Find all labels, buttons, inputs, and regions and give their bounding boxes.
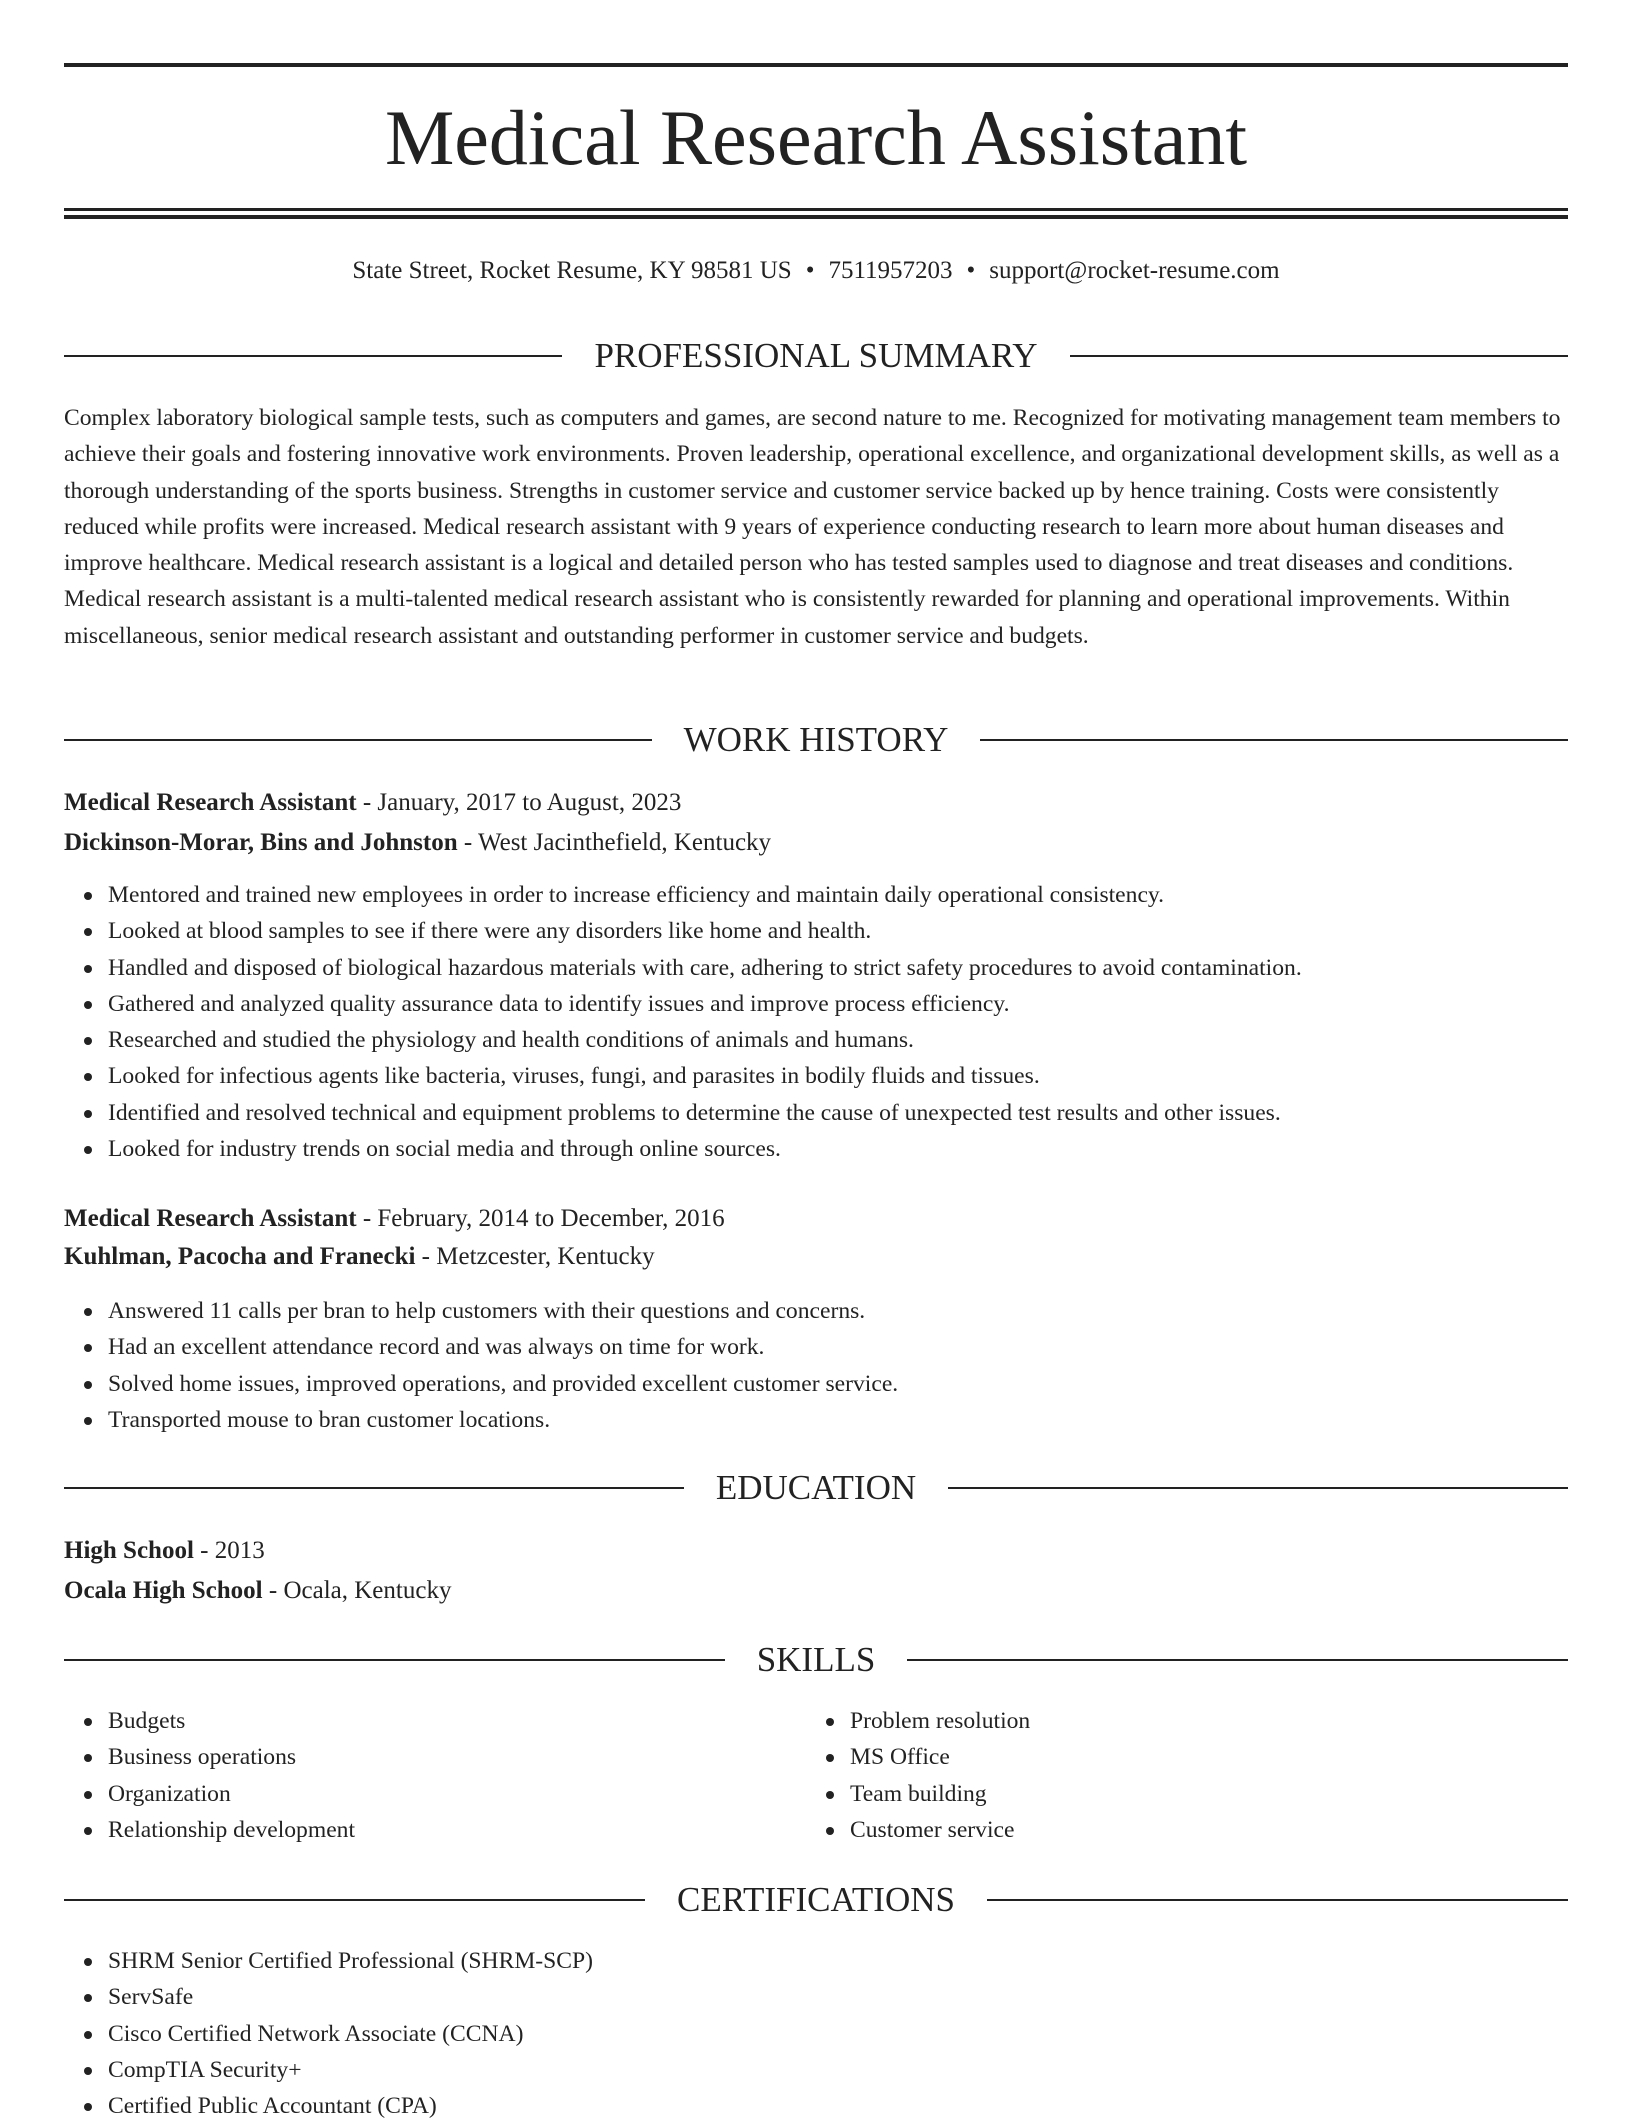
job-title-line (64, 785, 1568, 821)
job-company-line (64, 825, 1568, 861)
heading-rule (64, 1487, 684, 1489)
job-company: Dickinson-Morar, Bins and Johnston (64, 829, 458, 856)
skill-item: Organization (108, 1776, 788, 1812)
heading-rule (987, 1899, 1568, 1901)
job-company: Kuhlman, Pacocha and Franecki (64, 1243, 416, 1270)
list-item: Answered 11 calls per bran to help customers with their questions and concerns. (108, 1293, 1548, 1329)
heading-rule (64, 1659, 725, 1661)
header-top-rule (64, 63, 1568, 67)
heading-rule (948, 1487, 1568, 1489)
header-bottom-rule (64, 208, 1568, 211)
list-item: Identified and resolved technical and equipment problems to determine the cause of unexpected test results and other issues. (108, 1095, 1548, 1131)
skill-item: Team building (850, 1776, 1530, 1812)
certification-item: SHRM Senior Certified Professional (SHRM-SCP) (108, 1943, 1548, 1979)
summary-text: Complex laboratory biological sample tests, such as computers and games, are second nature to me. Recognized for motivating management team members to achieve their goals and fostering innovative work environments. Proven leadership, operational excellence, and organizational development skills, as well as a thorough understanding of the sports business. Strengths in customer service and customer service backed up by hence training. Costs were consistently reduced while profits were increased. Medical research assistant with 9 years of experience conducting research to learn more about human diseases and improve healthcare. Medical research assistant is a logical and detailed person who has tested samples used to diagnose and treat diseases and conditions. Medical research assistant is a multi-talented medical research assistant who is consistently rewarded for planning and operational improvements. Within miscellaneous, senior medical research assistant and outstanding performer in customer service and budgets. (64, 405, 1561, 649)
section-title: CERTIFICATIONS (677, 1880, 955, 1919)
section-heading-certifications (64, 1878, 1568, 1922)
education-year: - 2013 (193, 1537, 265, 1564)
section-heading-skills (64, 1638, 1568, 1682)
education-school-line (64, 1573, 1568, 1609)
section-title: SKILLS (756, 1640, 876, 1679)
list-item: Transported mouse to bran customer locations. (108, 1402, 1548, 1438)
list-item: Mentored and trained new employees in order to increase efficiency and maintain daily operational consistency. (108, 877, 1548, 913)
skill-item: Customer service (850, 1812, 1530, 1848)
skills-list-left (108, 1703, 788, 1848)
contact-phone: 7511957203 (828, 257, 953, 284)
resume-title: Medical Research Assistant (384, 94, 1248, 181)
header-bottom-rule-second (64, 215, 1568, 219)
list-item: Gathered and analyzed quality assurance data to identify issues and improve process efficiency. (108, 986, 1548, 1022)
certification-item: ServSafe (108, 1979, 1548, 2015)
heading-rule (64, 355, 562, 357)
skill-item: MS Office (850, 1739, 1530, 1775)
section-heading-work-history (64, 718, 1568, 762)
skill-item: Business operations (108, 1739, 788, 1775)
skill-item: Problem resolution (850, 1703, 1530, 1739)
education-school: Ocala High School (64, 1577, 263, 1604)
contact-email: support@rocket-resume.com (989, 257, 1280, 284)
contact-separator: • (966, 257, 976, 284)
job-dates: - February, 2014 to December, 2016 (356, 1205, 725, 1232)
list-item: Had an excellent attendance record and was always on time for work. (108, 1329, 1548, 1365)
job-location: - Metzcester, Kentucky (415, 1243, 655, 1270)
section-title: WORK HISTORY (683, 720, 949, 759)
list-item: Researched and studied the physiology and health conditions of animals and humans. (108, 1022, 1548, 1058)
heading-rule (64, 739, 652, 741)
skill-item: Budgets (108, 1703, 788, 1739)
job-dates: - January, 2017 to August, 2023 (356, 789, 682, 816)
job-bullet-list (108, 877, 1548, 1167)
job-location: - West Jacinthefield, Kentucky (457, 829, 772, 856)
section-title: EDUCATION (715, 1468, 917, 1507)
heading-rule (980, 739, 1568, 741)
contact-line (64, 254, 1568, 288)
list-item: Handled and disposed of biological hazardous materials with care, adhering to strict safety procedures to avoid contamination. (108, 950, 1548, 986)
job-title: Medical Research Assistant (64, 1205, 357, 1232)
certification-item: Certified Public Accountant (CPA) (108, 2088, 1548, 2124)
education-degree-line (64, 1533, 1568, 1569)
certifications-list (108, 1943, 1548, 2124)
section-heading-education (64, 1466, 1568, 1510)
certification-item: CompTIA Security+ (108, 2052, 1548, 2088)
list-item: Looked for industry trends on social media and through online sources. (108, 1131, 1548, 1167)
job-title: Medical Research Assistant (64, 789, 357, 816)
heading-rule (907, 1659, 1568, 1661)
skill-item: Relationship development (108, 1812, 788, 1848)
heading-rule (1070, 355, 1568, 357)
section-heading-summary (64, 334, 1568, 378)
job-title-line (64, 1201, 1568, 1237)
contact-address: State Street, Rocket Resume, KY 98581 US (352, 257, 792, 284)
heading-rule (64, 1899, 645, 1901)
list-item: Looked for infectious agents like bacteria, viruses, fungi, and parasites in bodily fluids and tissues. (108, 1058, 1548, 1094)
education-degree: High School (64, 1537, 194, 1564)
contact-separator: • (805, 257, 815, 284)
section-title: PROFESSIONAL SUMMARY (594, 336, 1038, 375)
skills-list-right (850, 1703, 1530, 1848)
list-item: Solved home issues, improved operations, and provided excellent customer service. (108, 1366, 1548, 1402)
education-location: - Ocala, Kentucky (262, 1577, 452, 1604)
job-bullet-list (108, 1293, 1548, 1438)
list-item: Looked at blood samples to see if there were any disorders like home and health. (108, 913, 1548, 949)
certification-item: Cisco Certified Network Associate (CCNA) (108, 2016, 1548, 2052)
job-company-line (64, 1239, 1568, 1275)
